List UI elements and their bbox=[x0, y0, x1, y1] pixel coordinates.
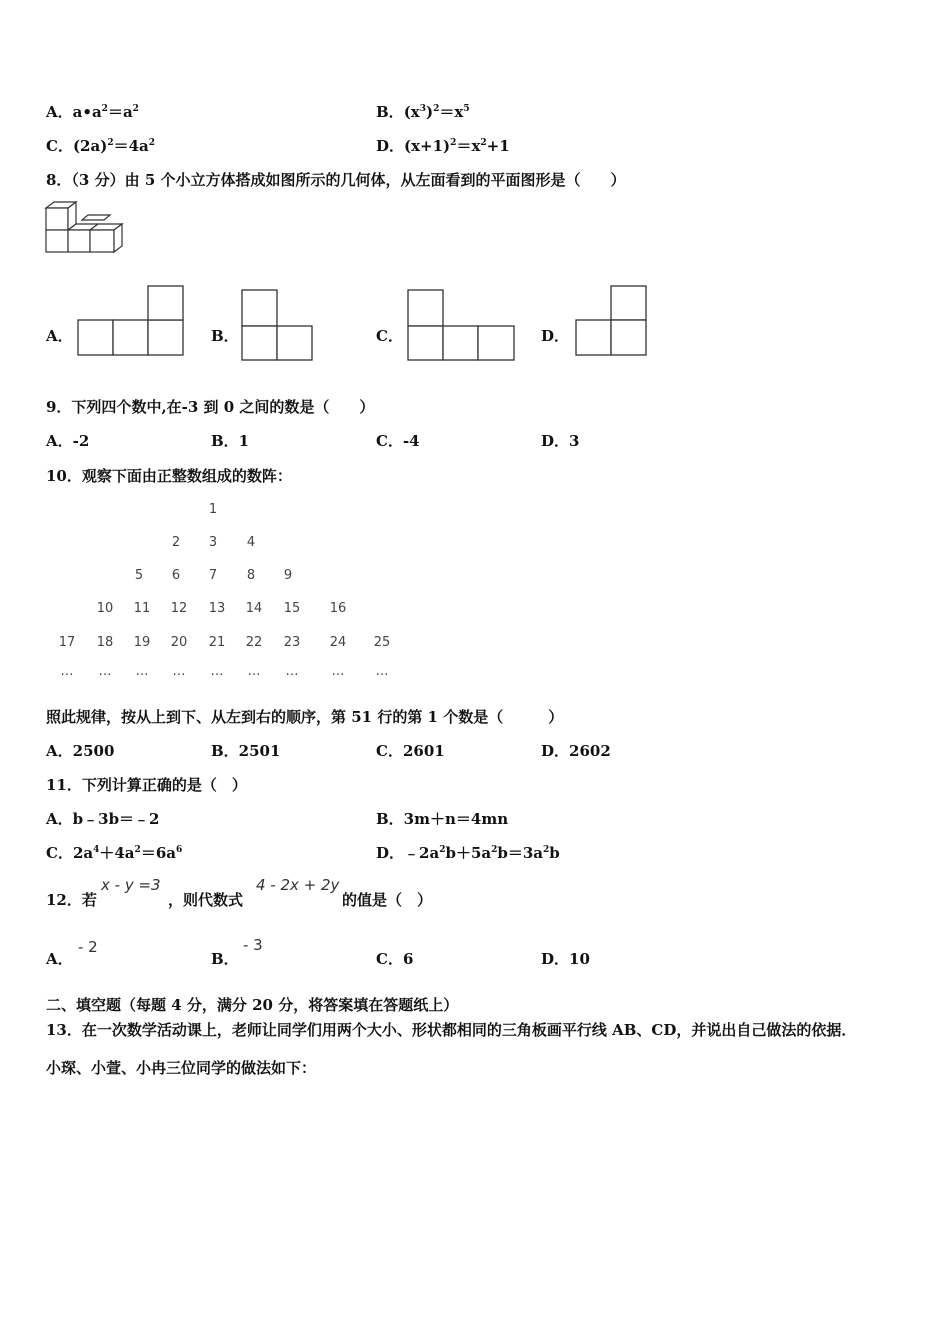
q12-suffix: 的值是（ ） bbox=[342, 891, 433, 909]
array-number: 9 bbox=[283, 568, 293, 583]
array-number: 10 bbox=[96, 601, 114, 616]
q12-option-d: D．10 bbox=[541, 950, 590, 968]
array-number: 22 bbox=[245, 635, 263, 650]
q8-option-c-label: C． bbox=[376, 327, 403, 345]
array-ellipsis: … bbox=[135, 664, 149, 679]
q7-option-a: A．$a•a^2=a^2$ bbox=[46, 103, 139, 121]
q8-option-d-figure bbox=[574, 284, 652, 358]
q8-text: 8．（3 分）由 5 个小立方体搭成如图所示的几何体，从左面看到的平面图形是（ ） bbox=[46, 171, 626, 189]
array-number: 21 bbox=[208, 635, 226, 650]
q11-option-c: C．$2a^4+4a^2=6a^6$ bbox=[46, 844, 183, 862]
q9-text: 9．下列四个数中,在-3 到 0 之间的数是（ ） bbox=[46, 398, 375, 416]
q13-text: 13．在一次数学活动课上，老师让同学们用两个大小、形状都相同的三角板画平行线 AB、CD，并说出自己做法的依据． bbox=[46, 1021, 857, 1039]
q10-text: 10．观察下面由正整数组成的数阵： bbox=[46, 467, 292, 485]
array-number: 23 bbox=[283, 635, 301, 650]
array-number: 6 bbox=[171, 568, 181, 583]
section-heading: 二、填空题（每题 4 分，满分 20 分，将答案填在答题纸上） bbox=[46, 996, 459, 1014]
q8-option-b-label: B． bbox=[211, 327, 239, 345]
q12-option-b-label: B． bbox=[211, 950, 239, 968]
array-ellipsis: … bbox=[375, 664, 389, 679]
array-number: 17 bbox=[58, 635, 76, 650]
q7-option-b: B．$(x^3)^2=x^5$ bbox=[376, 103, 470, 121]
q10-option-c: C．2601 bbox=[376, 742, 445, 760]
q12-mid: ，则代数式 bbox=[168, 891, 244, 909]
q8-option-d-label: D． bbox=[541, 327, 570, 345]
q12-expression-formula: 4 - 2x + 2y bbox=[256, 876, 340, 894]
array-ellipsis: … bbox=[98, 664, 112, 679]
q10-option-a: A．2500 bbox=[46, 742, 115, 760]
q12-option-a-label: A． bbox=[46, 950, 73, 968]
array-number: 24 bbox=[329, 635, 347, 650]
q8-option-a-figure bbox=[76, 284, 188, 358]
array-number: 13 bbox=[208, 601, 226, 616]
q11-option-d: D．$﹣2a^2b+5a^2b=3a^2b$ bbox=[376, 844, 560, 862]
array-number: 12 bbox=[170, 601, 188, 616]
q7-option-c: C．$(2a)^2=4a^2$ bbox=[46, 137, 156, 155]
q12-condition-formula: x - y =3 bbox=[101, 876, 161, 894]
array-number: 15 bbox=[283, 601, 301, 616]
q9-option-b: B．1 bbox=[211, 432, 250, 450]
array-number: 20 bbox=[170, 635, 188, 650]
array-number: 19 bbox=[133, 635, 151, 650]
array-ellipsis: … bbox=[210, 664, 224, 679]
array-number: 2 bbox=[171, 535, 181, 550]
array-ellipsis: … bbox=[247, 664, 261, 679]
q9-option-a: A．-2 bbox=[46, 432, 90, 450]
cube-solid-figure bbox=[44, 200, 130, 258]
q12-prefix: 12．若 bbox=[46, 891, 97, 909]
array-number: 5 bbox=[134, 568, 144, 583]
array-number: 3 bbox=[208, 535, 218, 550]
array-ellipsis: … bbox=[172, 664, 186, 679]
q10-option-d: D．2602 bbox=[541, 742, 611, 760]
q13-subtext: 小琛、小萱、小冉三位同学的做法如下： bbox=[46, 1059, 317, 1077]
array-number: 16 bbox=[329, 601, 347, 616]
array-ellipsis: … bbox=[60, 664, 74, 679]
array-number: 18 bbox=[96, 635, 114, 650]
array-number: 25 bbox=[373, 635, 391, 650]
array-number: 1 bbox=[208, 502, 218, 517]
q8-option-b-figure bbox=[240, 288, 316, 362]
q10-option-b: B．2501 bbox=[211, 742, 281, 760]
array-ellipsis: … bbox=[285, 664, 299, 679]
q10-question: 照此规律，按从上到下、从左到右的顺序，第 51 行的第 1 个数是（ ） bbox=[46, 708, 564, 726]
array-number: 14 bbox=[245, 601, 263, 616]
q12-option-b-value: - 3 bbox=[243, 936, 263, 954]
q7-option-d: D．$(x+1)^2=x^2+1$ bbox=[376, 137, 510, 155]
array-number: 8 bbox=[246, 568, 256, 583]
q8-option-c-figure bbox=[406, 288, 518, 362]
array-number: 4 bbox=[246, 535, 256, 550]
q9-option-d: D．3 bbox=[541, 432, 580, 450]
q12-option-c: C．6 bbox=[376, 950, 414, 968]
array-number: 7 bbox=[208, 568, 218, 583]
array-ellipsis: … bbox=[331, 664, 345, 679]
q9-option-c: C．-4 bbox=[376, 432, 420, 450]
q11-option-b: B．3m＋n＝4mn bbox=[376, 810, 509, 828]
q11-text: 11．下列计算正确的是（ ） bbox=[46, 776, 247, 794]
array-number: 11 bbox=[133, 601, 151, 616]
q11-option-a: A．b﹣3b＝﹣2 bbox=[46, 810, 160, 828]
q12-option-a-value: - 2 bbox=[78, 938, 98, 956]
q8-option-a-label: A． bbox=[46, 327, 73, 345]
